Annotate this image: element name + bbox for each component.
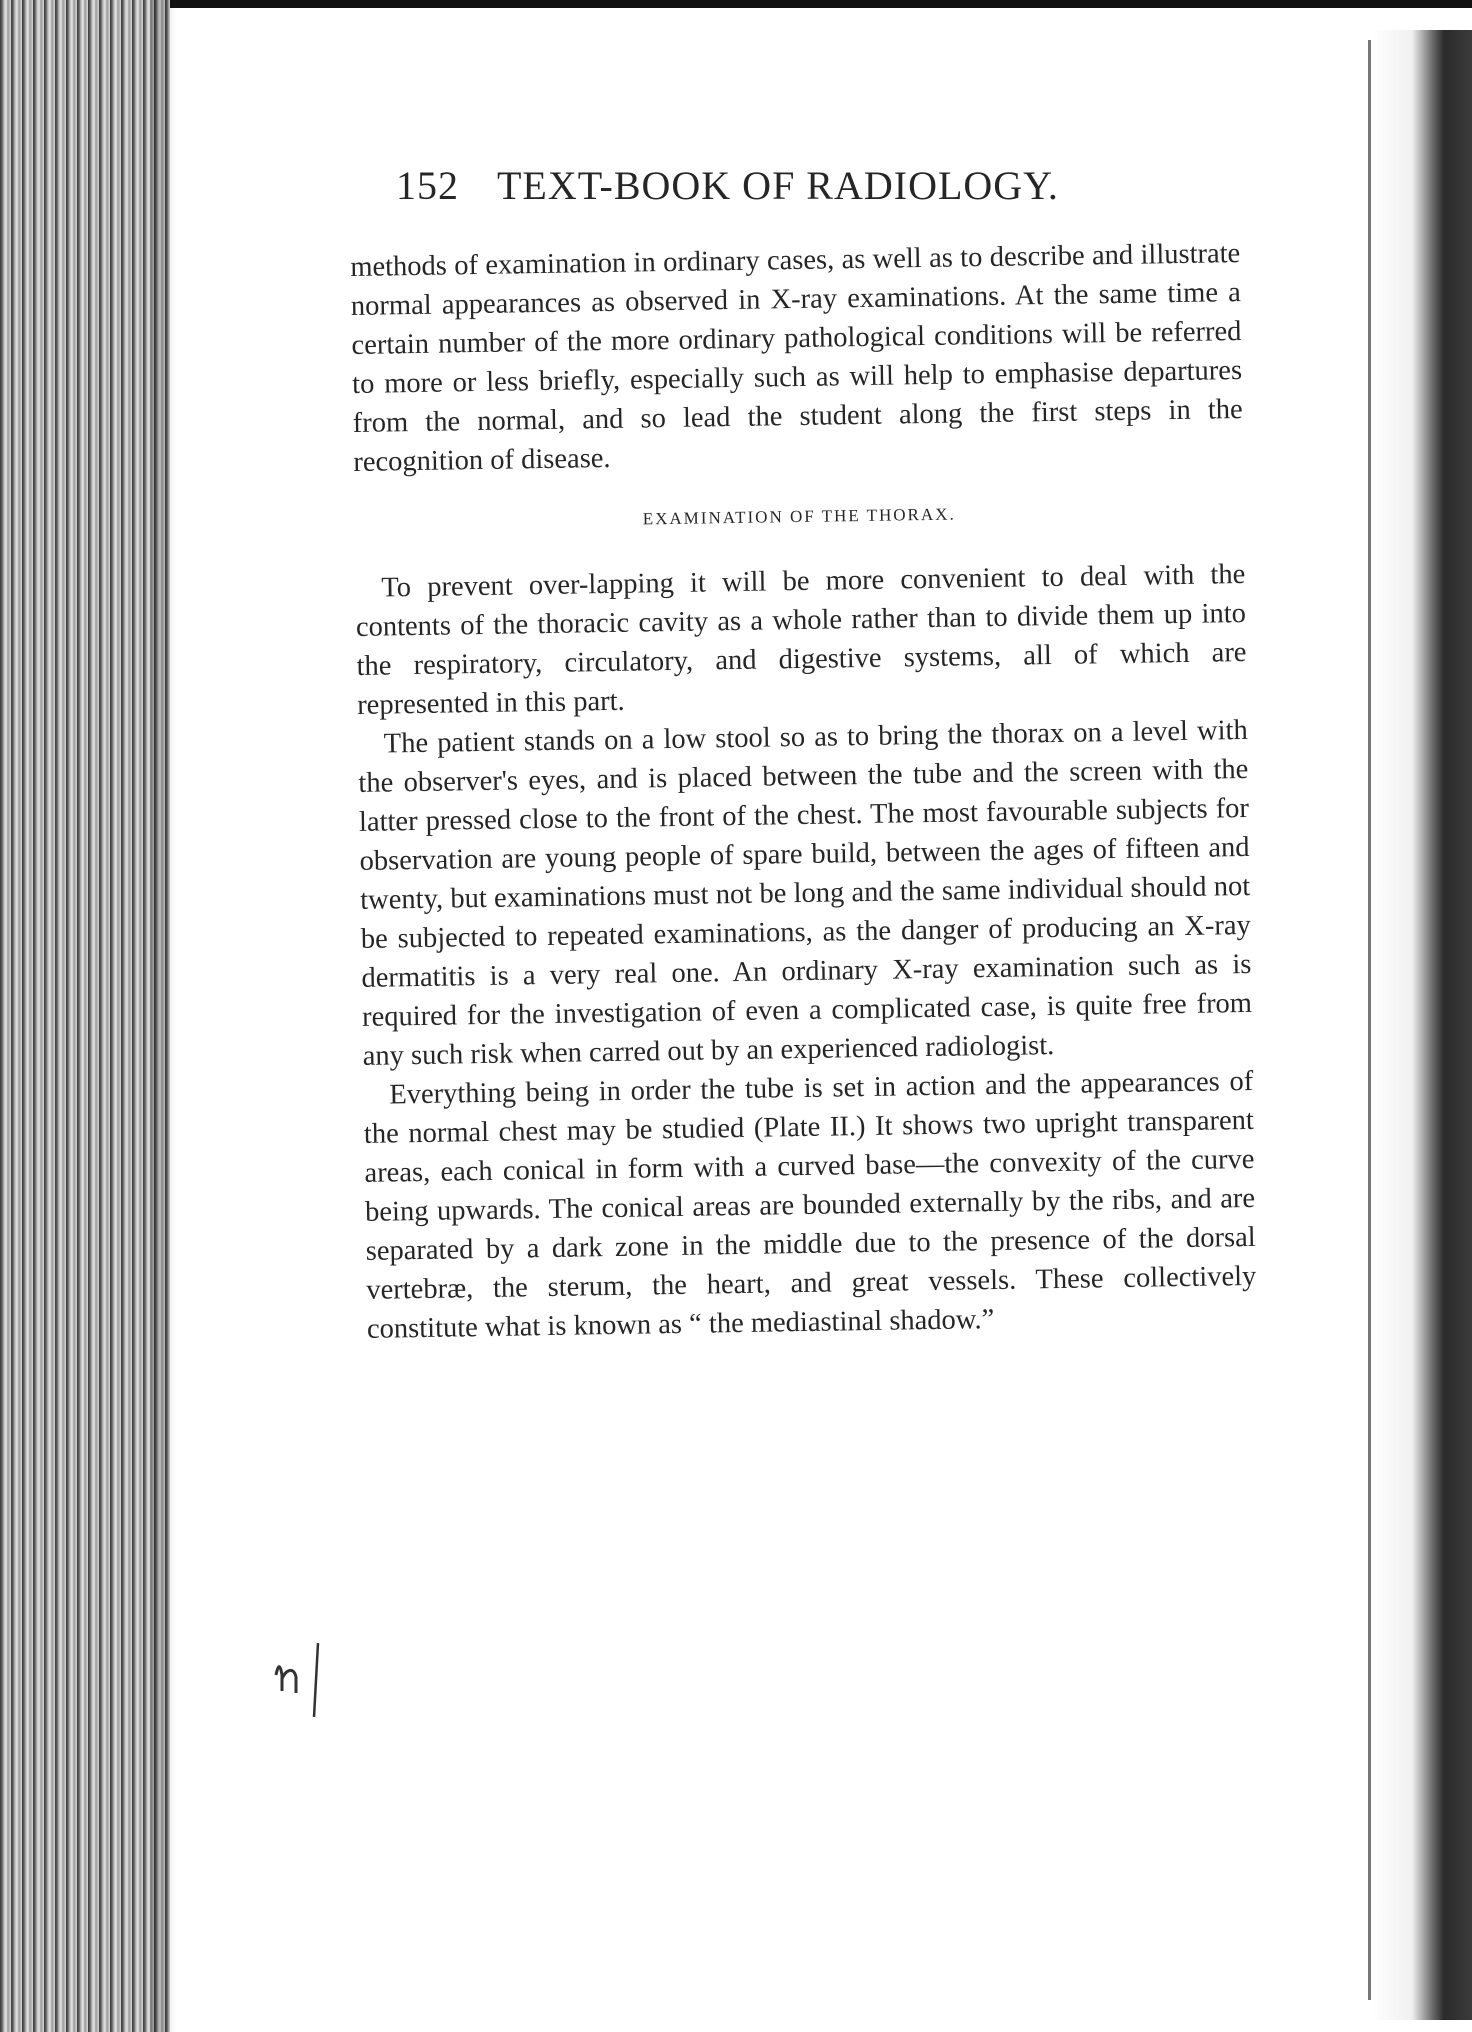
scan-top-border [0, 0, 1472, 8]
book-page-edges [0, 0, 170, 2032]
paragraph: The patient stands on a low stool so as to bring the thorax on a level with the observer's eyes, and is placed between the tube and the screen with the latter pressed close to the front of the chest. The most favourable subjects for observation are young people of spare build, between the ages of fifteen and twenty, but examinations must not be long and the same individual should not be subjected to repeated examinations, as the danger of producing an X-ray dermatitis is a very real one. An ordinary X-ray examination such as is required for the investigation of even a complicated case, is quite free from any such risk when carred out by an experienced radiologist. [358, 714, 1253, 1072]
paragraph: Everything being in order the tube is set in action and the appearances of the normal chest may be studied (Plate II.) It shows two upright transparent areas, each conical in form with a curved base—the convexity of the curve being upwards. The conical areas are bounded externally by the ribs, and are separated by a dark zone in the middle due to the presence of the dorsal vertebræ, the sterum, the heart, and great vessels. These collectively constitute what is known as “ the mediastinal shadow.” [363, 1065, 1257, 1345]
book-right-edge [1372, 30, 1472, 2020]
section-heading: EXAMINATION OF THE THORAX. [642, 504, 956, 529]
binding-shadow [150, 0, 176, 2032]
paragraph-continued: methods of examination in ordinary cases, as well as to describe and illustrate normal appearances as observed in X-ray examinations. At the same time a certain number of the more ordinary pathological conditions will be referred to more or less briefly, especially such as will help to emphasise departures from the normal, and so lead the student along the first steps in the recognition of disease. [350, 238, 1243, 478]
page-number: 152 [396, 163, 459, 208]
paragraph: To prevent over-lapping it will be more convenient to deal with the contents of the thoracic cavity as a whole rather than to divide them up into the respiratory, circulatory, and digestive systems, all of which are represented in this part. [355, 558, 1247, 721]
main-text [350, 234, 1257, 1349]
running-title: TEXT-BOOK OF RADIOLOGY. [497, 163, 1059, 208]
running-head [396, 162, 1156, 209]
page-fold-line [1368, 40, 1371, 2000]
handwritten-margin-mark [270, 1635, 330, 1725]
